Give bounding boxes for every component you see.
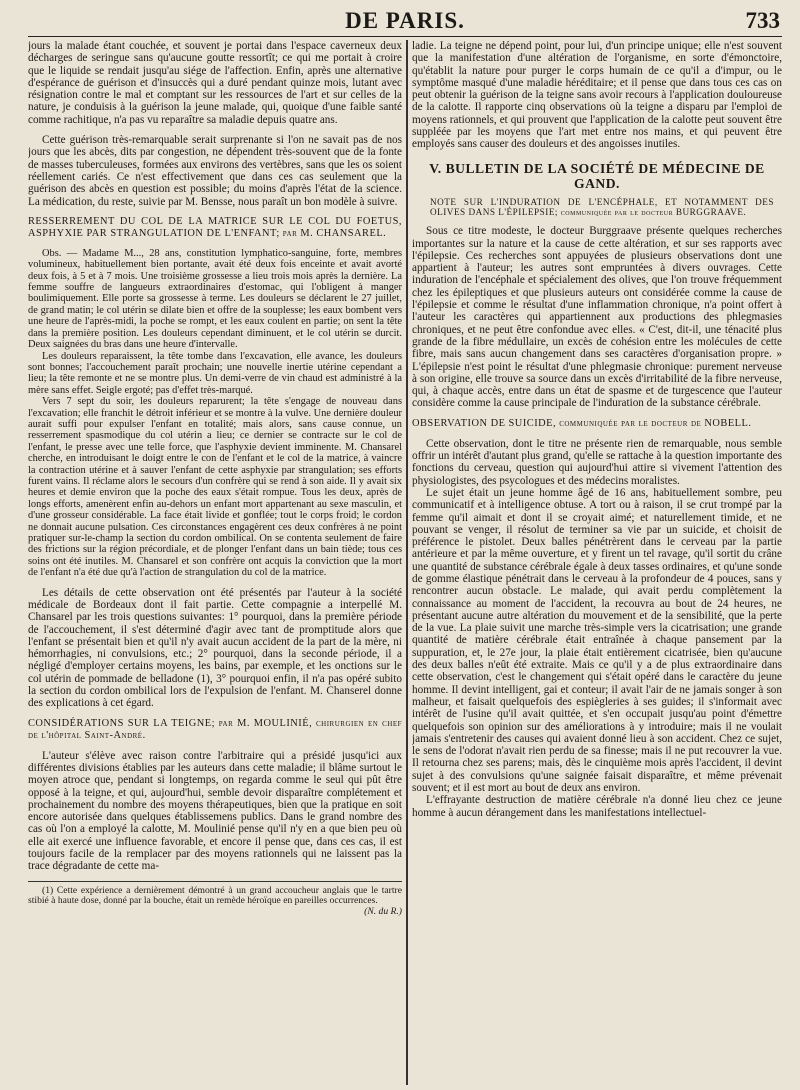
right-column bbox=[412, 40, 782, 819]
footnote-divider bbox=[28, 881, 402, 882]
article-heading: OBSERVATION DE SUICIDE, communiquée par le docteur de NOBELL. bbox=[412, 417, 752, 429]
paragraph: Vers 7 sept du soir, les douleurs reparurent; la tête s'engage de nouveau dans l'excavation; elle franchit le détroit inférieur et se montre à la vulve. Une dernière douleur aurait suffi pour expulser l'enfant en totalité; mais alors, sans cause connue, un resserrement spasmodique du col utérin a lieu; ce dernier se contracte sur le col de l'enfant, le presse avec une telle force, que l'asphyxie devient imminente. M. Chansarel cherche, en introduisant le doigt entre le con de l'enfant et le col de la matrice, à vaincre la contraction utérine et à sauver l'enfant de cette asphyxie par strangulation; ses efforts furent vains. Il réclame alors le secours d'un confrère qui se rend à son aide. Il y avait six heures et demie environ que la poche des eaux s'était rompue. Tous les deux, après de longs efforts, amenèrent enfin au-dehors un enfant mort appartenant au sexe masculin, et d'une grosseur considérable. La face était livide et gonflée; tout le corps froid; le cordon ne donnait aucune pulsation. Ces circonstances engagèrent ces deux confrères à ne point pratiquer sur-le-champ la section du cordon ombilical. On se contenta seulement de faire des frictions sur la région précordiale, et de plonger l'enfant dans un bain tiède; tous ces soins ont été inutiles. M. Chansarel et son confrère ont acquis la conviction que la mort de l'enfant n'a été due qu'à l'action de strangulation du col de la matrice. bbox=[28, 396, 402, 579]
paragraph: L'auteur s'élève avec raison contre l'arbitraire qui a présidé jusqu'ici aux différentes divisions établies par les auteurs dans cette maladie; il blâme surtout le moyen atroce que, pendant si longtemps, on regarda comme le seul qui pût être opposé à la teigne, et qui, aujourd'hui, semble devoir disparaître complétement et prochainement du nombre des moyens thérapeutiques, bien que la pratique en soit encore autorisée dans quelques établissemens publics. Dans le grand nombre des cas où l'on a employé la calotte, M. Moulinié pense qu'il n'y en a que bien peu où elle ait exercé une influence favorable, et encore il pense que, dans ces cas, il est toujours facile de la remplacer par des moyens rationnels qui ne laissent pas la trace dégradante de cette ma- bbox=[28, 749, 402, 873]
article-heading: NOTE SUR L'INDURATION DE L'ENCÉPHALE, ET NOTAMMENT DES OLIVES DANS L'ÉPILEPSIE; communiquée par le docteur BURGGRAAVE. bbox=[430, 196, 774, 217]
paragraph: ladie. La teigne ne dépend point, pour lui, d'un principe unique; elle n'est souvent que la manifestation d'une altération de l'organisme, en sorte d'émonctoire, qu'établit la nature pour purger le corps humain de ce qu'il a d'impur, ou le symptôme masqué d'une maladie héréditaire; et il pense que dans tous ces cas on peut obtenir la guérison de la teigne sans avoir recours à l'application douloureuse de la calotte. Il rapporte cinq observations où la teigne a disparu par l'emploi de moyens rationnels, et qui prouvent que l'application de la calotte peut souvent être suppléée par les moyens que l'art met entre nos mains, et qui peuvent être employés sans causer des douleurs et des angoisses inutiles. bbox=[412, 40, 782, 151]
page-header bbox=[28, 8, 782, 37]
paragraph: Les douleurs reparaissent, la tête tombe dans l'excavation, elle avance, les douleurs sont bonnes; l'accouchement paraît prochain; une nouvelle inertie utérine cependant a lieu; la tête remonte et ne se montre plus. Un demi-verre de vin chaud est administré à la mère sans effet. Seigle ergoté; pas d'effet très-marqué. bbox=[28, 350, 402, 396]
page-number: 733 bbox=[745, 8, 780, 33]
column-divider bbox=[406, 40, 408, 1085]
paragraph: Obs. — Madame M..., 28 ans, constitution lymphatico-sanguine, forte, membres volumineux, habituellement bien portante, avait été deux fois enceinte et avait avorté deux fois, à 5 et à 7 mois. Une troisième grossesse a lieu trois mois après la dernière. La femme souffre de langueurs extraordinaires d'estomac, qui l'obligent à manger boulimiquement. Elle porte sa grossesse à terme. Les douleurs se déclarent le 27 juillet, de grand matin; le col utérin se dilate bien et offre de la souplesse; les eaux bombent vers une heure de l'après-midi, la poche se rompt, et les eaux coulent en partie; on sent la tête dans la première position. Les douleurs cependant diminuent, et le col utérin se durcit. Deux saignées du bras dans une heure d'intervalle. bbox=[28, 247, 402, 351]
paragraph: Cette guérison très-remarquable serait surprenante si l'on ne savait pas de nos jours que les abcès, dits par congestion, ne dépendent très-souvent que de la fonte de masses tuberculeuses, formées aux environs des vertèbres, sans que les os soient réellement cariés. Ce n'est effectivement que dans ces cas seulement que la guérison des abcès en question est possible; du moins d'après l'état de la science. La médication, du reste, suivie par M. Bensse, nous paraît un bon modèle à suivre. bbox=[28, 134, 402, 208]
left-column bbox=[28, 40, 402, 917]
footnote-signature: (N. du R.) bbox=[364, 905, 402, 917]
paragraph: Sous ce titre modeste, le docteur Burggraave présente quelques recherches importantes sur la nature et la cause de cette altération, et sur ses rapports avec l'épilepsie. Ces recherches sont appuyées de plusieurs observations dont une appartient à l'auteur; les autres sont empruntées à divers ouvrages. Cette induration de l'encéphale et spécialement des olives, que l'on trouve fréquemment chez les épileptiques et que plusieurs auteurs ont considérée comme la cause de l'épilepsie et comme le résultat d'une inflammation chronique, n'a point offert à l'auteur les caractères qui appartiennent aux productions des phlegmasies chroniques, et ne peut être confondue avec elles. « C'est, dit-il, une ténacité plus grande de la fibre médullaire, un excès de cohésion entre les molécules de cette fibre, mais sans aucun changement dans ses caractères d'organisation propre. » L'épilepsie n'est point le résultat d'une phlegmasie chronique: purement nerveuse à son origine, elle trouve sa source dans un excès d'irritabilité de la fibre nerveuse, qui, à chaque accès, entre dans un état de spasme et de turgescence que l'auteur considère comme la cause principale de l'induration de la substance cérébrale. bbox=[412, 225, 782, 410]
paragraph: L'effrayante destruction de matière cérébrale n'a donné lieu chez ce jeune homme à aucun dérangement dans les manifestations intellectuel- bbox=[412, 794, 782, 819]
paragraph: Le sujet était un jeune homme âgé de 16 ans, habituellement sombre, peu communicatif et à intelligence obtuse. A tort ou à raison, il se crut trompé par la femme qu'il aimait et dont il se croyait aimé; et naturellement timide, et ne pouvant se venger, il résolut de terminer sa vie par un suicide, et choisit de préférence le pistolet. Deux balles pénétrèrent dans le cerveau par la partie antérieure et par la même ouverture, et y firent un tel ravage, qu'il sortit du crâne une quantité de substance cérébrale égale à deux tasses ordinaires, et qu'une sonde de gomme élastique pénétrait dans le cerveau à la profondeur de 4 pouces, sans y rencontrer aucun obstacle. Le malade, qui avait perdu complètement la connaissance au moment de l'accident, la recouvra au bout de 24 heures, ne présentant aucune autre altération du mouvement et de la sensibilité, que la perte de la vue. La plaie suivit une marche très-simple vers la cicatrisation; une grande quantité de matière cérébrale était entraînée à chaque pansement par la suppuration, et, le 27e jour, la plaie était entièrement cicatrisée, bien qu'aucune des deux balles n'eût été extraite. Mais ce qu'il y a de plus extraordinaire dans cette observation, c'est le changement qui s'était opéré dans le caractère du jeune homme. Il devint intelligent, gai et conteur; il avait l'air de ne jamais songer à son malheur, et faisait quelquefois des espiègleries à ses guides; il s'informait avec intérêt de l'usine qu'il avait quittée, et s'en occupait jusqu'au point d'émettre quelquefois son opinion sur des améliorations à y introduire; mais il ne voulait jamais s'entretenir des causes qui avaient donné lieu à son accident. Chez ce sujet, le sens de l'odorat n'avait rien perdu de sa finesse; mais il ne put recouvrer la vue. Il retourna chez ses parens; mais, dès le cinquième mois après l'accident, il devint sujet à des convulsions qu'une saignée faisait disparaître, et même prévenait souvent; et il est mort au bout de deux ans environ. bbox=[412, 486, 782, 795]
paragraph: jours la malade étant couchée, et souvent je portai dans l'espace caverneux deux décharges de seringue sans qu'aucune goutte ressortît; ce qui me portait à croire que le liquide se rendait jusqu'au siége de l'affection. Enfin, après une alternative d'espérance de guérison et d'insuccès qui a duré pendant quinze mois, lutant avec résignation contre le mal et comptant sur les ressources de l'art et sur celles de la nature, je conduisis à la guérison la jeune malade, qui, quoique d'une faible santé comme rachitique, n'a pas vu reparaître sa maladie depuis quatre ans. bbox=[28, 40, 402, 126]
paragraph: Cette observation, dont le titre ne présente rien de remarquable, nous semble offrir un intérêt d'autant plus grand, qu'elle se rattache à la question importante des fonctions du cerveau, question qui aujourd'hui attire si vivement l'attention des physiologistes, des psycologues et des médecins moralistes. bbox=[412, 437, 782, 487]
section-heading: V. BULLETIN DE LA SOCIÉTÉ DE MÉDECINE DE GAND. bbox=[429, 160, 765, 191]
footnote: (1) Cette expérience a dernièrement démontré à un grand accoucheur anglais que le tartre stibié à haute dose, donné par la bouche, était un remède héroïque en pareilles occurrences. bbox=[28, 884, 402, 907]
columns bbox=[28, 40, 782, 1090]
article-heading: CONSIDÉRATIONS SUR LA TEIGNE; par M. MOULINIÉ, chirurgien en chef de l'hôpital Saint-André. bbox=[28, 717, 402, 741]
article-heading: RESSERREMENT DU COL DE LA MATRICE SUR LE COL DU FOETUS, ASPHYXIE PAR STRANGULATION DE L'ENFANT; par M. CHANSAREL. bbox=[28, 215, 402, 239]
page-title: DE PARIS. bbox=[345, 8, 465, 33]
paragraph: Les détails de cette observation ont été présentés par l'auteur à la société médicale de Bordeaux dont il fait partie. Cette compagnie a interpellé M. Chansarel par les trois questions suivantes: 1° pourquoi, dans la première période de l'accouchement, il s'est déterminé d'agir avec tant de promptitude alors que l'enfant se présentait bien et qu'il n'y avait aucun accident de la part de la mère, ni hémorrhagies, ni convulsions, etc.; 2° pourquoi, dans la seconde période, il a négligé d'employer certains moyens, les bains, par exemple, et les onctions sur le col utérin de pommade de belladone (1), 3° pourquoi enfin, il n'a pas opéré subito la section du cordon ombilical lors de l'expulsion de l'enfant. M. Chanserel donne des explications à cet égard. bbox=[28, 586, 402, 710]
